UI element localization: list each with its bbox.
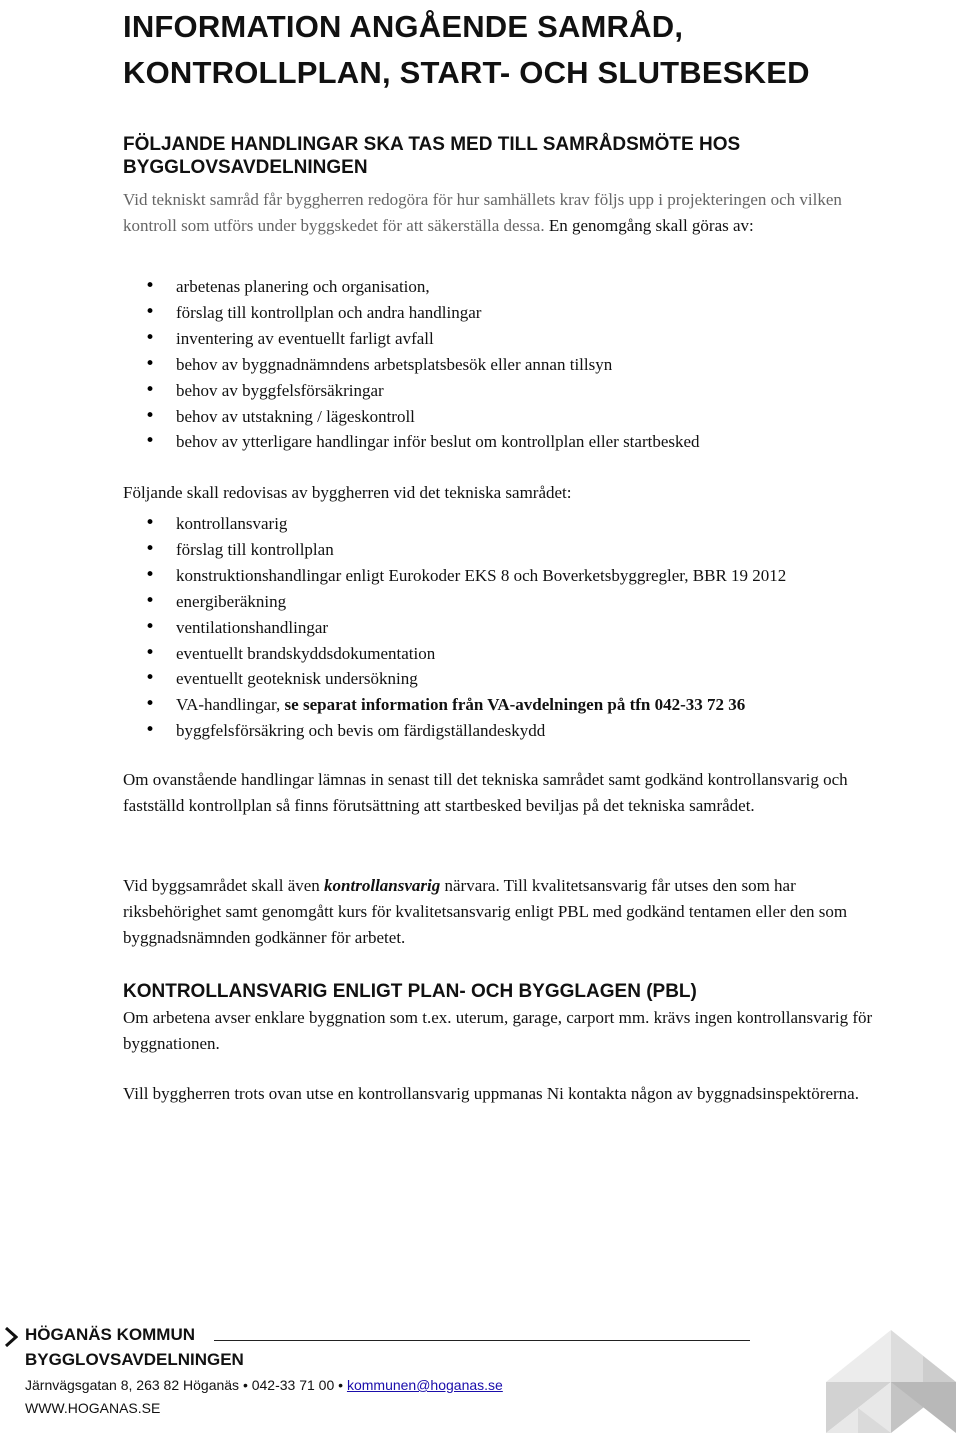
title-line-2: KONTROLLPLAN, START- OCH SLUTBESKED (123, 55, 810, 90)
approval-paragraph: Om ovanstående handlingar lämnas in senast till det tekniska samrådet samt godkänd kontrollansvarig och fastställd kontrollplan så finns förutsättning att startbesked beviljas på det tekniska samrådet. (123, 770, 848, 815)
list-item: • eventuellt geoteknisk undersökning (123, 666, 786, 692)
footer-divider (214, 1340, 750, 1341)
documents-list (123, 511, 786, 744)
list-item: • behov av utstakning / lägeskontroll (123, 404, 700, 430)
footer-separator: • (242, 1377, 248, 1393)
ka-emphasis: kontrollansvarig (324, 876, 441, 895)
intro-lead-text: Vid tekniskt samråd får byggherren redogöra för hur samhällets krav följs upp i projekteringen och vilken kontroll som utförs under byggskedet för att säkerställa dessa. (123, 190, 842, 235)
ka-text-pre: Vid byggsamrådet skall även (123, 876, 325, 895)
footer-separator: • (338, 1377, 344, 1393)
section2-paragraph-2: Vill byggherren trots ovan utse en kontrollansvarig uppmanas Ni kontakta någon av byggnadsinspektörerna. (123, 1084, 859, 1103)
ka-text-post: närvara. Till kvalitetsansvarig får utses den som har riksbehörighet samt genomgått kurs för kvalitetsansvarig enligt PBL med godkänd tentamen eller den som byggnadsnämnden godkänner för arbetet. (123, 876, 848, 947)
kontrollansvarig-paragraph (123, 873, 883, 951)
footer-department: BYGGLOVSAVDELNINGEN (25, 1350, 244, 1369)
footer-website-link[interactable]: WWW.HOGANAS.SE (25, 1400, 161, 1416)
footer-contact (25, 1376, 503, 1394)
list-item: • ventilationshandlingar (123, 615, 786, 641)
list-item: • inventering av eventuellt farligt avfall (123, 326, 700, 352)
footer-phone: 042-33 71 00 (251, 1377, 335, 1393)
intro-rest-text: En genomgång skall göras av: (544, 216, 754, 235)
va-contact-info: se separat information från VA-avdelningen på tfn 042-33 72 36 (284, 695, 746, 715)
footer-org-name: HÖGANÄS KOMMUN (25, 1325, 195, 1344)
intro-paragraph (123, 187, 868, 239)
footer-email-link[interactable]: kommunen@hoganas.se (346, 1377, 503, 1393)
section2-paragraph-1: Om arbetena avser enklare byggnation som t.ex. uterum, garage, carport mm. krävs ingen kontrollansvarig för byggnationen. (123, 1008, 873, 1053)
list-item: • förslag till kontrollplan (123, 537, 786, 563)
title-line-1: INFORMATION ANGÅENDE SAMRÅD, (123, 9, 684, 44)
list-item: • eventuellt brandskyddsdokumentation (123, 641, 786, 667)
va-label: VA-handlingar, (176, 695, 285, 715)
list-item: • konstruktionshandlingar enligt Eurokoder EKS 8 och Boverketsbyggregler, BBR 19 2012 (123, 563, 786, 589)
arrow-right-icon (4, 1327, 18, 1352)
list-item: • energiberäkning (123, 589, 786, 615)
list-item: • arbetenas planering och organisation, (123, 274, 700, 300)
footer-address: Järnvägsgatan 8, 263 82 Höganäs (25, 1377, 240, 1393)
list-item: • kontrollansvarig (123, 511, 786, 537)
list-item: • förslag till kontrollplan och andra handlingar (123, 300, 700, 326)
page-title (123, 4, 923, 96)
review-list (123, 274, 700, 455)
list-item: • behov av ytterligare handlingar inför beslut om kontrollplan eller startbesked (123, 429, 700, 455)
section1-heading: FÖLJANDE HANDLINGAR SKA TAS MED TILL SAMRÅDSMÖTE HOS BYGGLOVSAVDELNINGEN (123, 134, 741, 178)
list-item-va (123, 692, 786, 718)
section2-heading: KONTROLLANSVARIG ENLIGT PLAN- OCH BYGGLAGEN (PBL) (123, 981, 697, 1002)
list-item: • byggfelsförsäkring och bevis om färdigställandeskydd (123, 718, 786, 744)
list-item: • behov av byggnadnämndens arbetsplatsbesök eller annan tillsyn (123, 352, 700, 378)
list2-intro: Följande skall redovisas av byggherren vid det tekniska samrådet: (123, 483, 572, 502)
list-item: • behov av byggfelsförsäkringar (123, 378, 700, 404)
hoganas-logo-icon (826, 1330, 956, 1433)
